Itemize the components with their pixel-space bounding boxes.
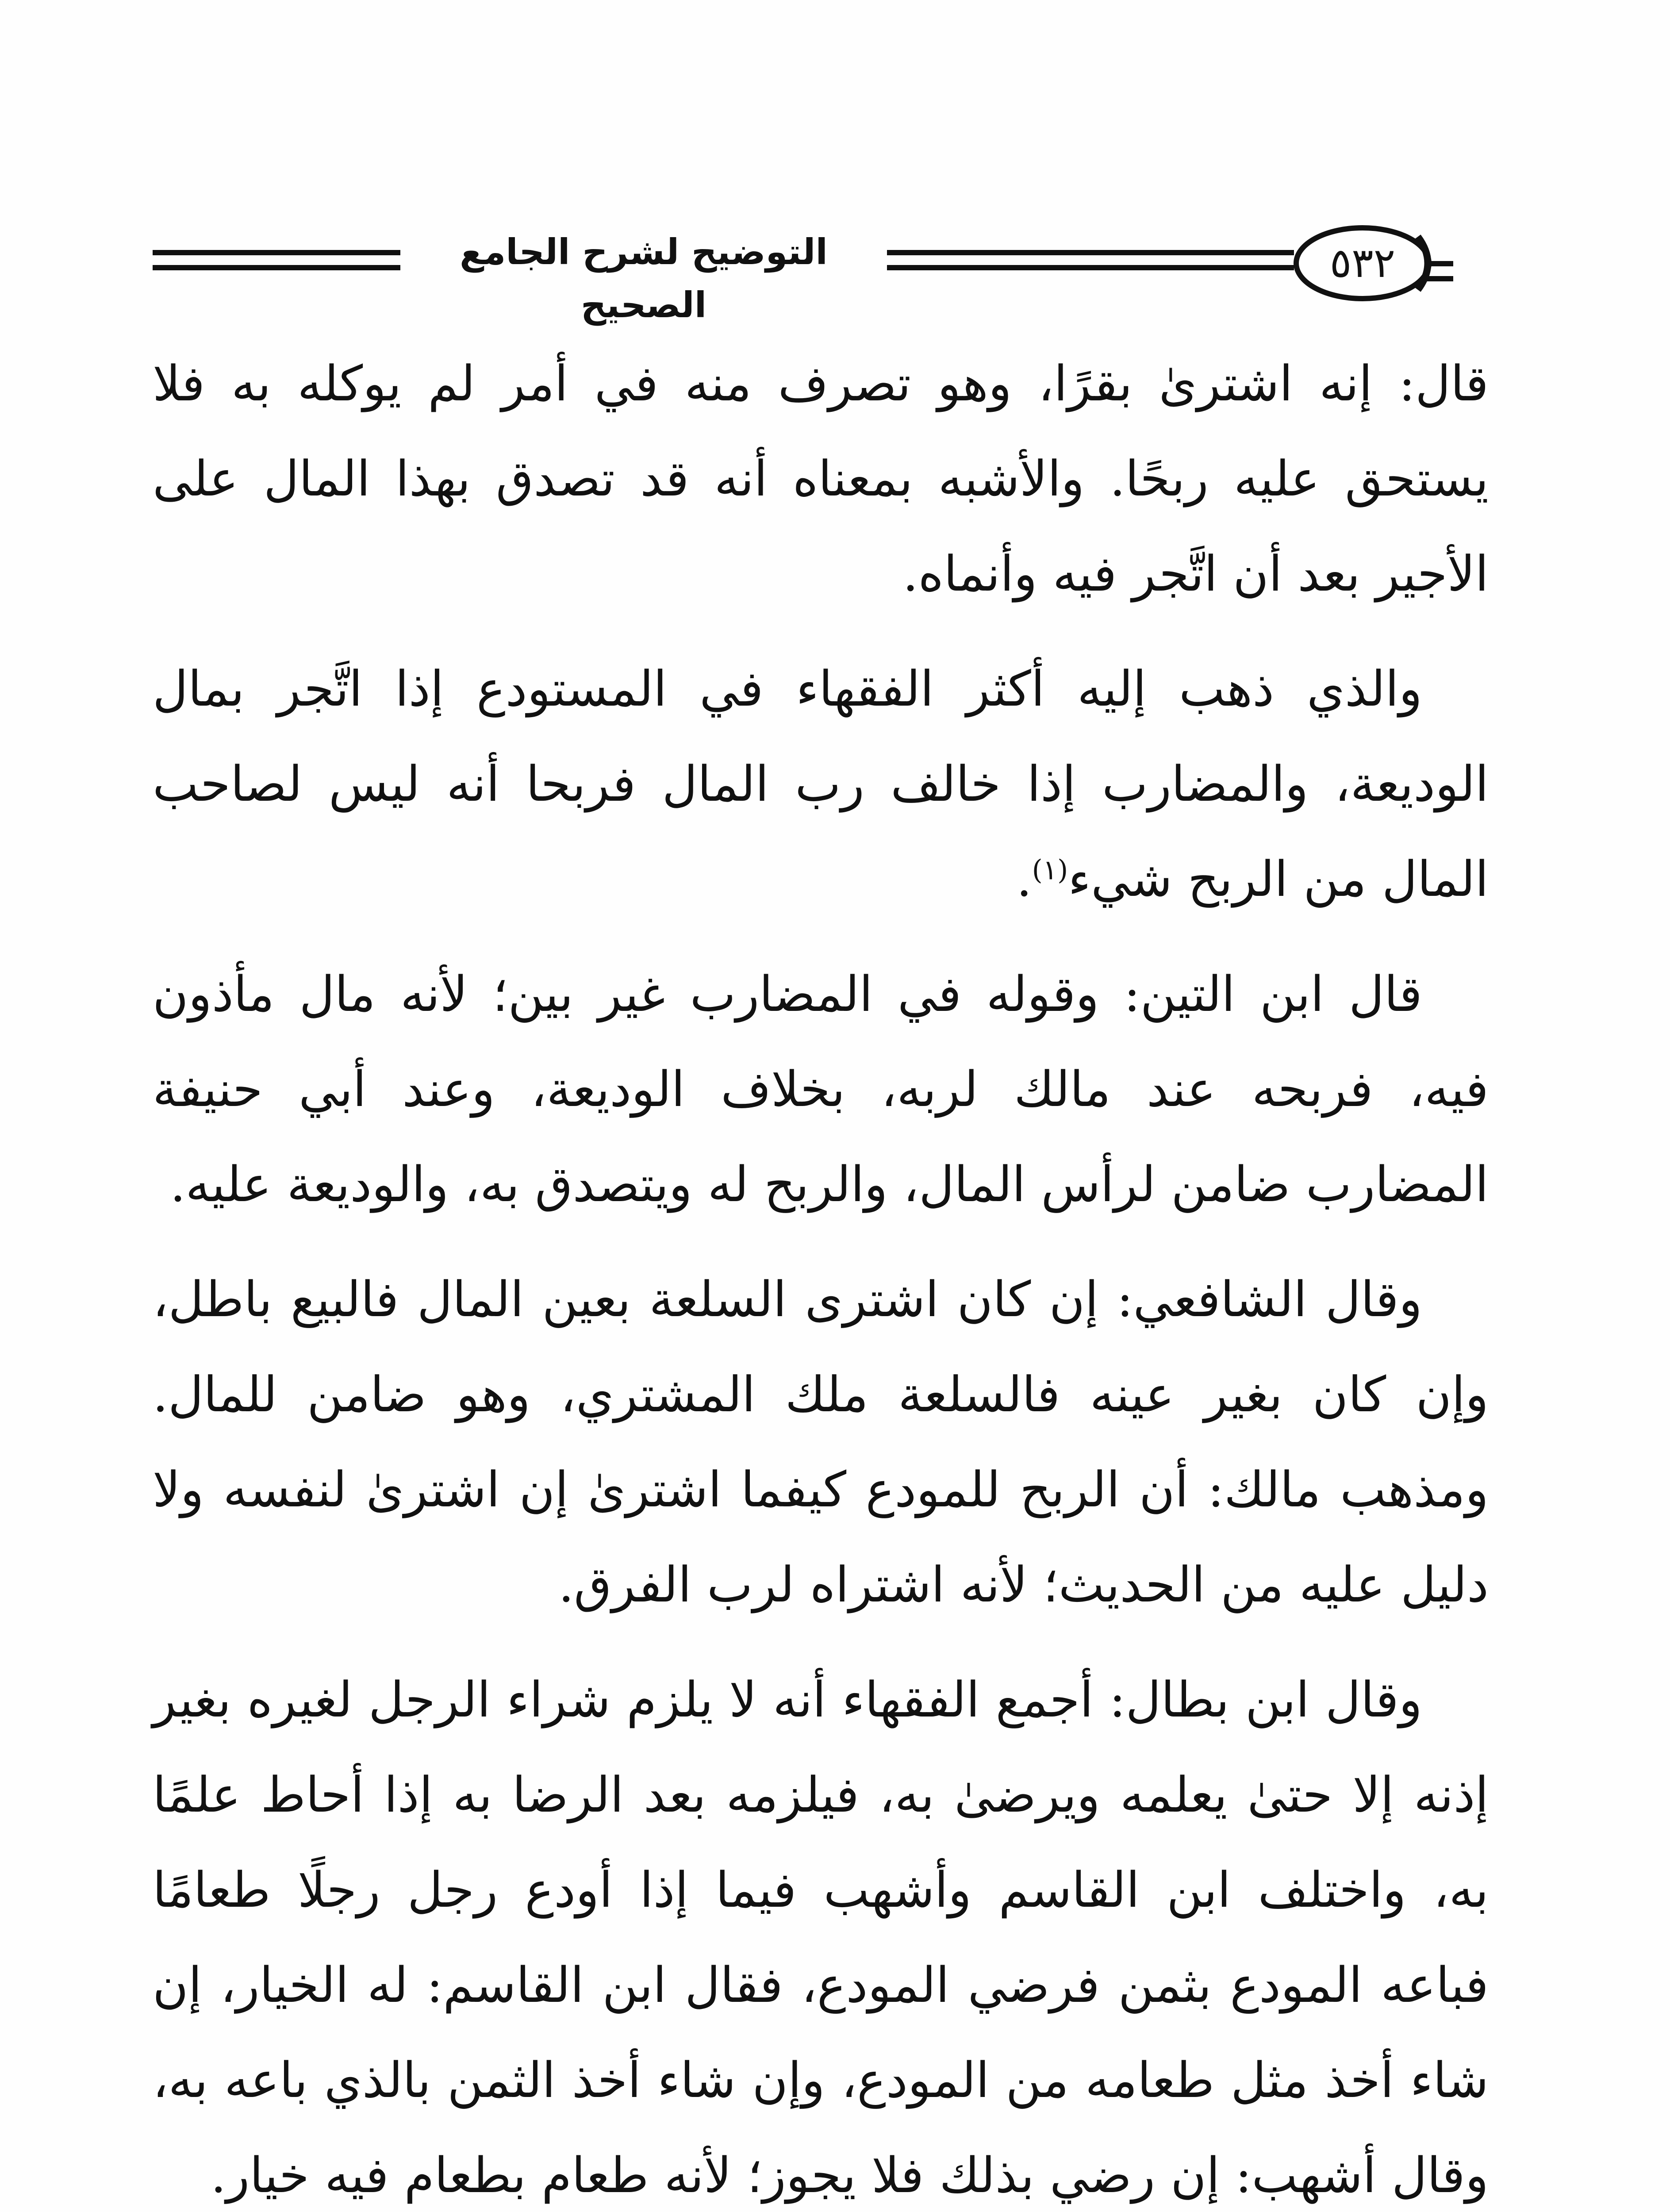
running-title: التوضيح لشرح الجامع الصحيح	[460, 231, 828, 326]
page-number: ٥٣٢	[1329, 239, 1396, 287]
page-number-ornament	[1285, 219, 1453, 307]
paragraph-text: والذي ذهب إليه أكثر الفقهاء في المستودع إذا اتَّجر بمال الوديعة، والمضارب إذا خالف رب المال فربحا أنه ليس لصاحب المال من الربح شيء	[153, 661, 1489, 907]
paragraph: وقال ابن بطال: أجمع الفقهاء أنه لا يلزم شراء الرجل لغيره بغير إذنه إلا حتىٰ يعلمه ويرضىٰ به، فيلزمه بعد الرضا به إذا أحاط علمًا به، واختلف ابن القاسم وأشهب فيما إذا أودع رجل رجلًا طعامًا فباعه المودع بثمن فرضي المودع، فقال ابن القاسم: له الخيار، إن شاء أخذ مثل طعامه من المودع، وإن شاء أخذ الثمن بالذي باعه به، وقال أشهب: إن رضي بذلك فلا يجوز؛ لأنه طعام بطعام فيه خيار.	[153, 1671, 1489, 2204]
body-text	[153, 336, 1489, 2212]
paragraph: قال ابن التين: وقوله في المضارب غير بين؛ لأنه مال مأذون فيه، فربحه عند مالك لربه، بخلاف الوديعة، وعند أبي حنيفة المضارب ضامن لرأس المال، والربح له ويتصدق به، والوديعة عليه.	[153, 966, 1489, 1213]
paragraph-tail: .	[1016, 851, 1032, 907]
paragraph: قال: إنه اشترىٰ بقرًا، وهو تصرف منه في أمر لم يوكله به فلا يستحق عليه ربحًا. والأشبه بمعناه أنه قد تصدق بهذا المال على الأجير بعد أن اتَّجر فيه وأنماه.	[153, 355, 1489, 602]
header-rule-middle	[887, 250, 1294, 270]
page-header	[153, 208, 1489, 326]
paragraph: وقال الشافعي: إن كان اشترى السلعة بعين المال فالبيع باطل، وإن كان بغير عينه فالسلعة ملك المشتري، وهو ضامن للمال. ومذهب مالك: أن الربح للمودع كيفما اشترىٰ إن اشترىٰ لنفسه ولا دليل عليه من الحديث؛ لأنه اشتراه لرب الفرق.	[153, 1271, 1489, 1613]
paragraph	[153, 641, 1489, 927]
header-rule-left	[153, 250, 400, 270]
footnote-reference[interactable]: (١)	[1032, 853, 1068, 886]
